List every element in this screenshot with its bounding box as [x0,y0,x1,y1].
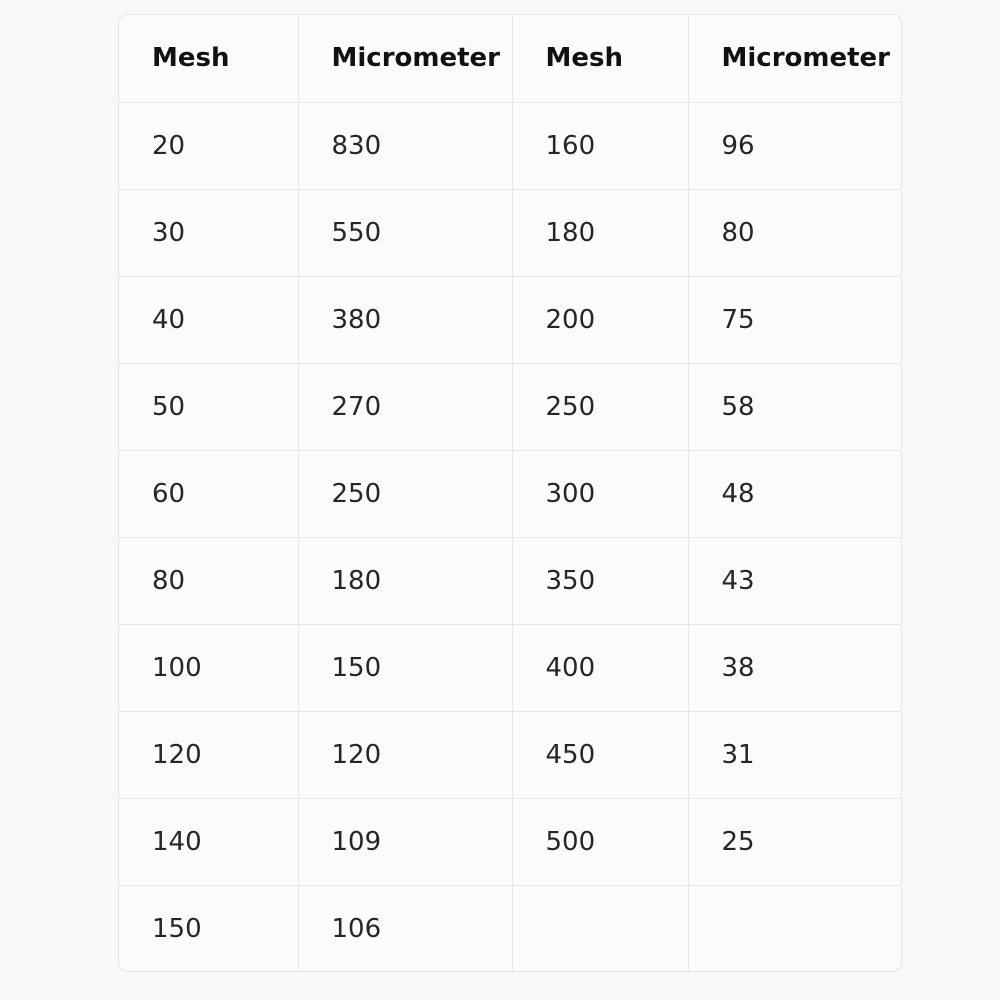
table-body [119,102,901,972]
mesh-1-cell: 30 [119,189,298,276]
micrometer-1-cell: 830 [298,102,512,189]
mesh-2-cell: 200 [512,276,688,363]
mesh-2-cell: 160 [512,102,688,189]
mesh-1-cell: 20 [119,102,298,189]
table-row [119,363,901,450]
mesh-conversion-table [119,15,901,972]
table-row [119,102,901,189]
mesh-1-cell: 120 [119,711,298,798]
micrometer-2-cell: 48 [688,450,901,537]
table-row [119,711,901,798]
header-micrometer-1: Micrometer [298,15,512,102]
micrometer-2-cell: 80 [688,189,901,276]
micrometer-1-cell: 380 [298,276,512,363]
micrometer-2-cell: 96 [688,102,901,189]
micrometer-2-cell: 25 [688,798,901,885]
mesh-1-cell: 100 [119,624,298,711]
header-row [119,15,901,102]
micrometer-2-cell: 31 [688,711,901,798]
mesh-2-cell: 500 [512,798,688,885]
mesh-2-cell: 250 [512,363,688,450]
micrometer-1-cell: 180 [298,537,512,624]
micrometer-1-cell: 109 [298,798,512,885]
table-header [119,15,901,102]
micrometer-2-cell: 38 [688,624,901,711]
table-row [119,885,901,972]
table-row [119,450,901,537]
table-row [119,189,901,276]
micrometer-2-cell: 75 [688,276,901,363]
mesh-conversion-table-container [118,14,902,972]
mesh-1-cell: 60 [119,450,298,537]
micrometer-2-cell: 58 [688,363,901,450]
mesh-1-cell: 80 [119,537,298,624]
header-mesh-1: Mesh [119,15,298,102]
mesh-2-cell [512,885,688,972]
micrometer-2-cell [688,885,901,972]
micrometer-1-cell: 120 [298,711,512,798]
mesh-2-cell: 450 [512,711,688,798]
micrometer-1-cell: 106 [298,885,512,972]
table-row [119,798,901,885]
mesh-1-cell: 140 [119,798,298,885]
micrometer-1-cell: 250 [298,450,512,537]
table-row [119,537,901,624]
mesh-1-cell: 150 [119,885,298,972]
header-micrometer-2: Micrometer [688,15,901,102]
mesh-2-cell: 300 [512,450,688,537]
micrometer-1-cell: 150 [298,624,512,711]
micrometer-2-cell: 43 [688,537,901,624]
micrometer-1-cell: 270 [298,363,512,450]
mesh-1-cell: 40 [119,276,298,363]
table-row [119,276,901,363]
mesh-2-cell: 350 [512,537,688,624]
mesh-2-cell: 400 [512,624,688,711]
header-mesh-2: Mesh [512,15,688,102]
mesh-1-cell: 50 [119,363,298,450]
micrometer-1-cell: 550 [298,189,512,276]
mesh-2-cell: 180 [512,189,688,276]
table-row [119,624,901,711]
